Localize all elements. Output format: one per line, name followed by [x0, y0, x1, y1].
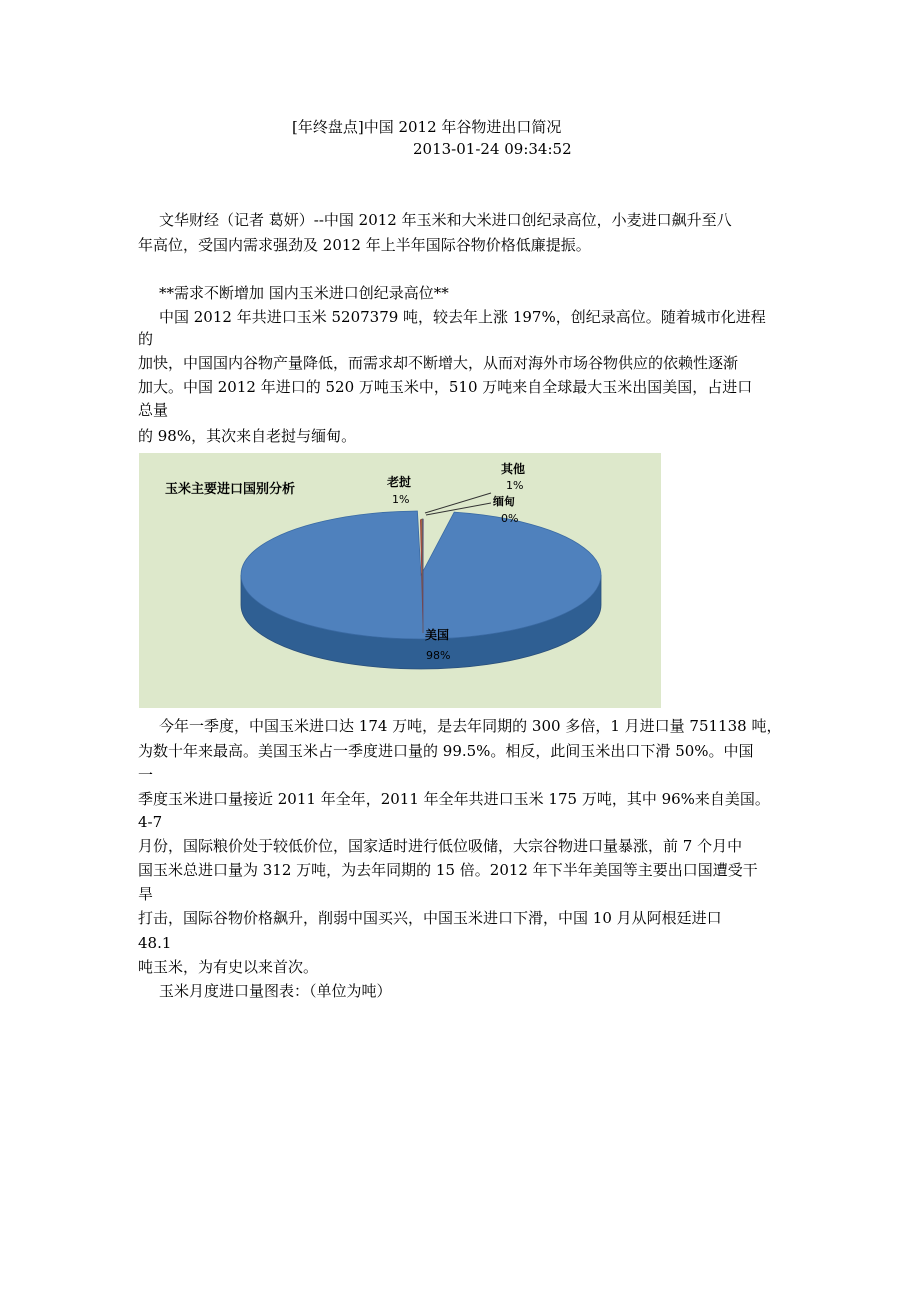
intro-line-2: 年高位，受国内需求强劲及 2012 年上半年国际谷物价格低廉提振。	[138, 236, 591, 254]
section2-line-10: 48.1	[138, 934, 172, 952]
section2-line-5: 4-7	[138, 813, 163, 831]
section2-line-8: 旱	[138, 885, 154, 903]
section2-line-9: 打击，国际谷物价格飙升，削弱中国买兴，中国玉米进口下滑，中国 10 月从阿根廷进口	[138, 909, 722, 927]
section1-line-4: 加大。中国 2012 年进口的 520 万吨玉米中，510 万吨来自全球最大玉米出国美国，占进口	[138, 378, 753, 396]
pie-chart	[139, 453, 661, 708]
value-myanmar: 0%	[501, 512, 519, 525]
value-usa: 98%	[426, 649, 451, 662]
section2-line-7: 国玉米总进口量为 312 万吨，为去年同期的 15 倍。2012 年下半年美国等主要出口国遭受干	[138, 861, 758, 879]
leader-line-other	[425, 493, 491, 513]
section-heading: **需求不断增加 国内玉米进口创纪录高位**	[159, 284, 449, 302]
section2-line-1: 今年一季度，中国玉米进口达 174 万吨，是去年同期的 300 多倍，1 月进口量 751138 吨，	[159, 717, 782, 735]
section2-line-3: 一	[138, 766, 154, 784]
publish-datetime: 2013-01-24 09:34:52	[413, 140, 572, 158]
section2-line-4: 季度玉米进口量接近 2011 年全年，2011 年全年共进口玉米 175 万吨，其中 96%来自美国。	[138, 790, 770, 808]
section1-line-1: 中国 2012 年共进口玉米 5207379 吨，较去年上涨 197%，创纪录高位。随着城市化进程	[159, 308, 766, 326]
pie-chart-figure	[139, 453, 661, 708]
value-other: 1%	[506, 479, 524, 492]
label-usa: 美国	[425, 628, 450, 642]
section2-line-2: 为数十年来最高。美国玉米占一季度进口量的 99.5%。相反，此间玉米出口下滑 50%。中国	[138, 742, 754, 760]
label-other: 其他	[501, 462, 526, 476]
label-myanmar: 缅甸	[493, 495, 515, 508]
page-title: [年终盘点]中国 2012 年谷物进出口简况	[292, 118, 562, 136]
slice-other	[423, 519, 424, 633]
section2-line-11: 吨玉米，为有史以来首次。	[138, 958, 319, 976]
section1-line-6: 的 98%，其次来自老挝与缅甸。	[138, 427, 357, 445]
section1-line-3: 加快，中国国内谷物产量降低，而需求却不断增大，从而对海外市场谷物供应的依赖性逐渐	[138, 354, 739, 372]
intro-line-1: 文华财经（记者 葛妍）--中国 2012 年玉米和大米进口创纪录高位，小麦进口飙升至八	[159, 211, 732, 229]
value-laos: 1%	[392, 493, 410, 506]
section2-line-12: 玉米月度进口量图表：（单位为吨）	[159, 982, 392, 1000]
section1-line-5: 总量	[138, 401, 169, 419]
section2-line-6: 月份，国际粮价处于较低价位，国家适时进行低位吸储，大宗谷物进口量暴涨，前 7 个月中	[138, 837, 743, 855]
label-laos: 老挝	[387, 475, 412, 489]
section1-line-2: 的	[138, 330, 154, 348]
chart-title: 玉米主要进口国别分析	[165, 482, 296, 497]
